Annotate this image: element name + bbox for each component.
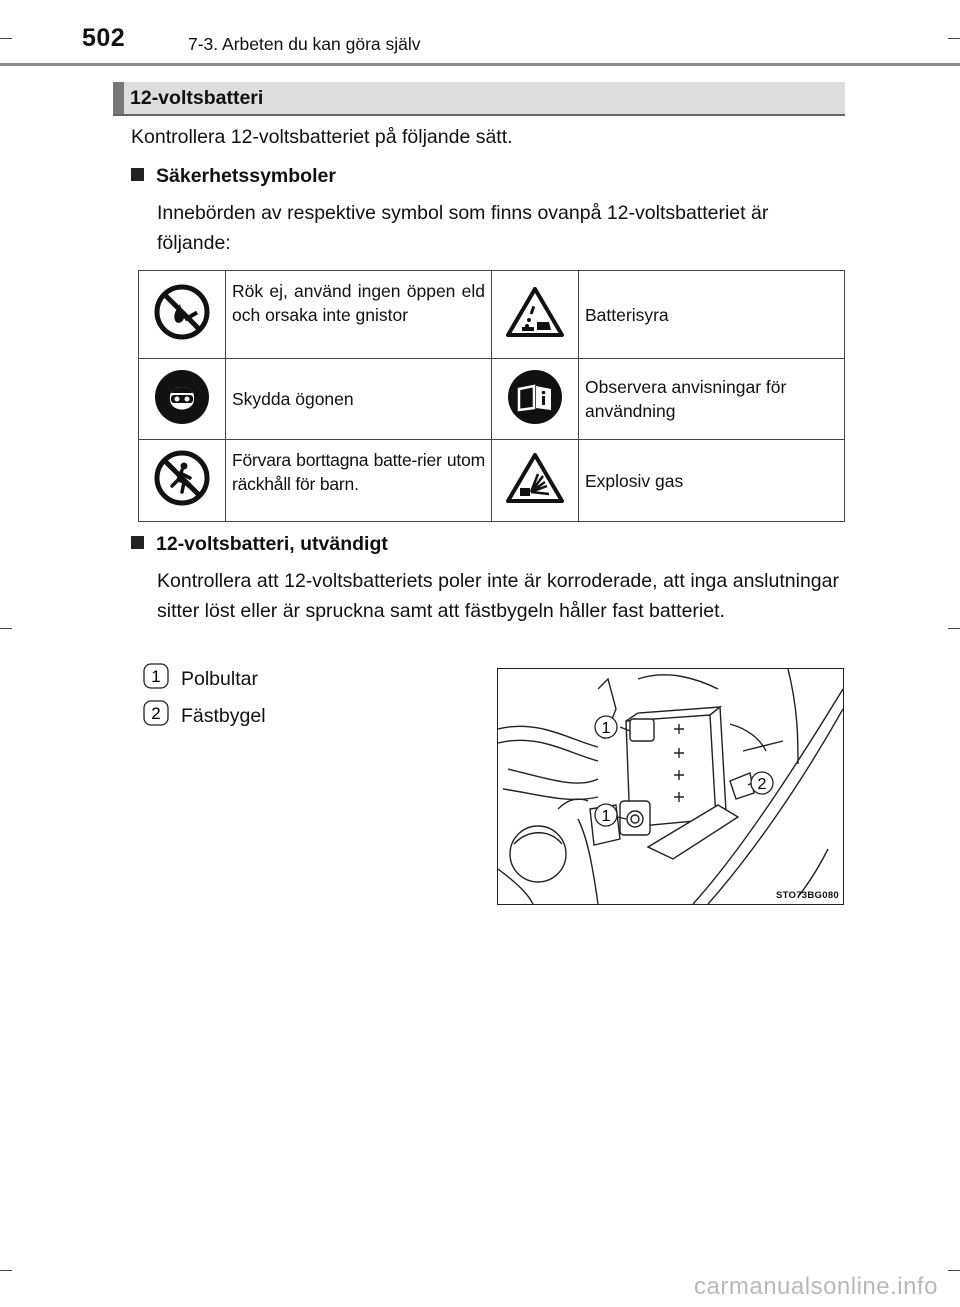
safety-description: Innebörden av respektive symbol som finns ovanpå 12-voltsbatteriet är följande: bbox=[157, 202, 769, 254]
table-row bbox=[139, 271, 845, 359]
symbol-cell bbox=[492, 271, 579, 359]
figure-marker bbox=[595, 716, 617, 738]
symbol-text: Förvara borttagna batte-rier utom räckhåll för barn. bbox=[226, 440, 492, 522]
symbol-text: Observera anvisningar för användning bbox=[579, 359, 845, 440]
crop-mark bbox=[948, 628, 960, 629]
symbol-cell bbox=[139, 359, 226, 440]
symbol-text: Batterisyra bbox=[579, 271, 845, 359]
table-row bbox=[139, 359, 845, 440]
symbol-text: Rök ej, använd ingen öppen eld och orsaka inte gnistor bbox=[226, 271, 492, 359]
callout-item bbox=[143, 700, 266, 728]
svg-text:1: 1 bbox=[601, 808, 611, 825]
section-title: 12-voltsbatteri bbox=[130, 87, 264, 109]
symbol-cell bbox=[492, 359, 579, 440]
engine-bay-drawing bbox=[498, 669, 843, 904]
callout-number-icon bbox=[143, 700, 169, 726]
symbol-cell bbox=[492, 440, 579, 522]
svg-text:2: 2 bbox=[151, 704, 161, 723]
section-marker bbox=[113, 82, 124, 114]
figure-code: STO73BG080 bbox=[775, 890, 839, 901]
crop-mark bbox=[948, 38, 960, 39]
crop-mark bbox=[0, 628, 12, 629]
watermark: carmanualsonline.info bbox=[694, 1273, 938, 1300]
callout-number-icon bbox=[143, 663, 169, 689]
safety-heading-text: Säkerhetssymboler bbox=[156, 165, 336, 187]
section-heading-bar bbox=[113, 82, 845, 116]
intro-text: Kontrollera 12-voltsbatteriet på följande sätt. bbox=[131, 126, 513, 148]
safety-symbols-table bbox=[138, 270, 845, 522]
callout-item bbox=[143, 663, 258, 691]
symbol-cell bbox=[139, 440, 226, 522]
exterior-heading-text: 12-voltsbatteri, utvändigt bbox=[156, 533, 388, 555]
no-smoking-flame-icon bbox=[154, 284, 210, 340]
eye-protection-icon bbox=[154, 369, 210, 425]
bullet-square-icon bbox=[131, 536, 144, 549]
page-number: 502 bbox=[82, 24, 126, 52]
svg-text:1: 1 bbox=[151, 667, 161, 686]
table-row bbox=[139, 440, 845, 522]
svg-text:1: 1 bbox=[601, 720, 611, 737]
svg-text:2: 2 bbox=[757, 776, 767, 793]
symbol-cell bbox=[139, 271, 226, 359]
explosive-gas-icon bbox=[505, 452, 565, 504]
running-title: 7-3. Arbeten du kan göra själv bbox=[188, 34, 421, 54]
figure-marker bbox=[751, 772, 773, 794]
crop-mark bbox=[0, 38, 12, 39]
safety-heading bbox=[131, 165, 336, 188]
read-manual-icon bbox=[507, 369, 563, 425]
header-rule bbox=[0, 63, 960, 66]
battery-acid-icon bbox=[505, 286, 565, 338]
symbol-text: Skydda ögonen bbox=[226, 359, 492, 440]
bullet-square-icon bbox=[131, 168, 144, 181]
callout-label: Polbultar bbox=[181, 668, 258, 690]
symbol-text: Explosiv gas bbox=[579, 440, 845, 522]
callout-label: Fästbygel bbox=[181, 705, 266, 727]
exterior-description: Kontrollera att 12-voltsbatteriets poler inte är korroderade, att inga anslutningar sitter löst eller är spruckna samt att fästbygeln håller fast batteriet. bbox=[157, 570, 839, 622]
keep-from-children-icon bbox=[154, 450, 210, 506]
figure-marker bbox=[595, 804, 617, 826]
crop-mark bbox=[0, 1270, 12, 1271]
crop-mark bbox=[948, 1270, 960, 1271]
exterior-heading bbox=[131, 533, 388, 556]
battery-illustration bbox=[497, 668, 844, 905]
